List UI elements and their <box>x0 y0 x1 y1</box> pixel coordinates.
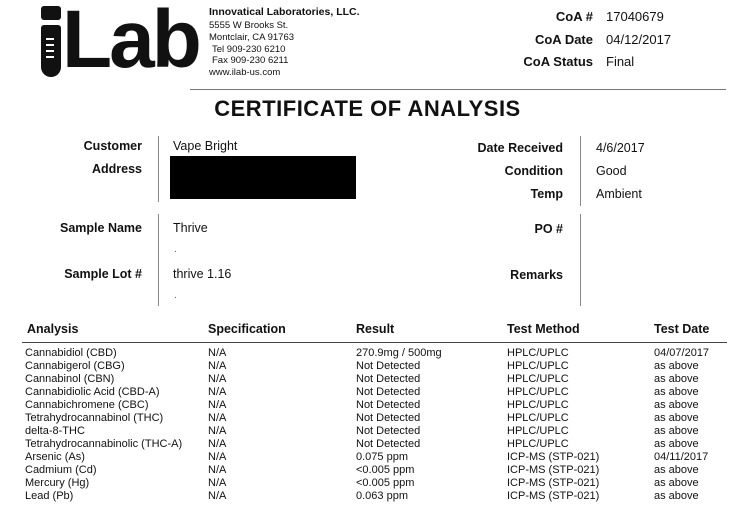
date-received-label: Date Received <box>477 141 563 155</box>
sample-divider <box>158 214 159 306</box>
cell-result: Not Detected <box>356 412 421 424</box>
cell-test-date: as above <box>654 425 699 437</box>
cell-specification: N/A <box>208 477 227 489</box>
cell-specification: N/A <box>208 425 227 437</box>
cell-test-date: as above <box>654 360 699 372</box>
cell-analysis: Cannabinol (CBN) <box>25 373 115 385</box>
cell-test-method: HPLC/UPLC <box>507 386 569 398</box>
cell-test-date: as above <box>654 373 699 385</box>
lab-city: Montclair, CA 91763 <box>209 32 295 43</box>
cell-test-date: as above <box>654 386 699 398</box>
cell-result: 0.063 ppm <box>356 490 408 502</box>
cell-specification: N/A <box>208 360 227 372</box>
col-header-test-method: Test Method <box>507 322 580 336</box>
col-header-analysis: Analysis <box>27 322 79 336</box>
cell-analysis: delta-8-THC <box>25 425 85 437</box>
remarks-divider <box>580 214 581 306</box>
lab-website: www.ilab-us.com <box>209 67 281 78</box>
table-row <box>25 347 725 360</box>
cell-analysis: Lead (Pb) <box>25 490 74 502</box>
cell-analysis: Arsenic (As) <box>25 451 85 463</box>
table-row <box>25 373 725 386</box>
cell-analysis: Cannabidiolic Acid (CBD-A) <box>25 386 160 398</box>
blank-line-marker: . <box>174 244 177 255</box>
sample-name-value: Thrive <box>173 221 208 235</box>
po-label: PO # <box>534 222 563 236</box>
temp-value: Ambient <box>596 187 642 201</box>
address-redaction <box>170 156 356 199</box>
lab-tel: Tel 909-230 6210 <box>212 44 286 55</box>
lab-street: 5555 W Brooks St. <box>209 20 289 31</box>
coa-status: Final <box>606 54 635 69</box>
cell-specification: N/A <box>208 373 227 385</box>
col-header-specification: Specification <box>208 322 286 336</box>
cell-specification: N/A <box>208 399 227 411</box>
cell-specification: N/A <box>208 464 227 476</box>
customer-divider <box>158 136 159 202</box>
coa-status-label: CoA Status <box>523 54 593 69</box>
condition-label: Condition <box>504 164 563 178</box>
sample-lot-label: Sample Lot # <box>64 267 142 281</box>
cell-test-date: as above <box>654 399 699 411</box>
cell-specification: N/A <box>208 347 227 359</box>
header-divider <box>190 89 726 90</box>
cell-test-method: ICP-MS (STP-021) <box>507 477 600 489</box>
table-header-rule <box>22 342 727 343</box>
cell-result: <0.005 ppm <box>356 477 415 489</box>
document-title: CERTIFICATE OF ANALYSIS <box>214 96 521 121</box>
logo-wordmark: Lab <box>62 0 199 85</box>
customer-label: Customer <box>83 139 142 153</box>
cell-result: Not Detected <box>356 399 421 411</box>
lab-fax: Fax 909-230 6211 <box>212 55 289 66</box>
logo-i-dot <box>41 6 61 20</box>
col-header-result: Result <box>356 322 395 336</box>
cell-test-date: as above <box>654 490 699 502</box>
cell-analysis: Cannabigerol (CBG) <box>25 360 125 372</box>
cell-test-method: HPLC/UPLC <box>507 347 569 359</box>
table-row <box>25 399 725 412</box>
cell-result: 270.9mg / 500mg <box>356 347 442 359</box>
cell-analysis: Cadmium (Cd) <box>25 464 97 476</box>
cell-result: Not Detected <box>356 386 421 398</box>
temp-label: Temp <box>530 187 563 201</box>
cell-test-date: as above <box>654 438 699 450</box>
cell-test-method: HPLC/UPLC <box>507 360 569 372</box>
cell-specification: N/A <box>208 490 227 502</box>
cell-analysis: Mercury (Hg) <box>25 477 90 489</box>
cell-test-method: ICP-MS (STP-021) <box>507 464 600 476</box>
cell-specification: N/A <box>208 386 227 398</box>
coa-number-label: CoA # <box>555 9 593 24</box>
cell-result: 0.075 ppm <box>356 451 408 463</box>
cell-analysis: Tetrahydrocannabinolic (THC-A) <box>25 438 183 450</box>
cell-test-date: as above <box>654 477 699 489</box>
cell-result: Not Detected <box>356 438 421 450</box>
cell-analysis: Cannabichromene (CBC) <box>25 399 149 411</box>
receipt-divider <box>580 136 581 206</box>
date-received-value: 4/6/2017 <box>596 141 645 155</box>
coa-date: 04/12/2017 <box>606 32 672 47</box>
cell-test-method: HPLC/UPLC <box>507 425 569 437</box>
table-row <box>25 360 725 373</box>
cell-test-date: as above <box>654 464 699 476</box>
cell-test-method: ICP-MS (STP-021) <box>507 451 600 463</box>
cell-result: Not Detected <box>356 373 421 385</box>
cell-test-date: 04/07/2017 <box>654 347 710 359</box>
cell-test-method: HPLC/UPLC <box>507 438 569 450</box>
cell-analysis: Cannabidiol (CBD) <box>25 347 117 359</box>
logo-tube-marks <box>46 38 56 66</box>
cell-result: <0.005 ppm <box>356 464 415 476</box>
coa-number: 17040679 <box>606 9 664 24</box>
cell-test-method: HPLC/UPLC <box>507 373 569 385</box>
remarks-label: Remarks <box>510 268 563 282</box>
table-row <box>25 451 725 464</box>
cell-specification: N/A <box>208 451 227 463</box>
cell-analysis: Tetrahydrocannabinol (THC) <box>25 412 164 424</box>
cell-result: Not Detected <box>356 360 421 372</box>
cell-test-date: as above <box>654 412 699 424</box>
coa-date-label: CoA Date <box>534 32 593 47</box>
cell-test-method: HPLC/UPLC <box>507 399 569 411</box>
cell-specification: N/A <box>208 412 227 424</box>
cell-test-method: HPLC/UPLC <box>507 412 569 424</box>
condition-value: Good <box>596 164 627 178</box>
cell-test-date: 04/11/2017 <box>654 451 709 463</box>
table-row <box>25 386 725 399</box>
address-label: Address <box>91 162 142 176</box>
table-row <box>25 412 725 425</box>
results-table-body <box>25 347 725 503</box>
sample-lot-value: thrive 1.16 <box>173 267 232 281</box>
table-row <box>25 490 725 503</box>
table-row <box>25 425 725 438</box>
cell-specification: N/A <box>208 438 227 450</box>
table-row <box>25 438 725 451</box>
lab-name: Innovatical Laboratories, LLC. <box>209 6 360 18</box>
customer-value: Vape Bright <box>173 139 238 153</box>
blank-line-marker: . <box>174 290 177 301</box>
table-row <box>25 464 725 477</box>
table-row <box>25 477 725 490</box>
col-header-test-date: Test Date <box>654 322 710 336</box>
sample-name-label: Sample Name <box>60 221 142 235</box>
cell-result: Not Detected <box>356 425 421 437</box>
cell-test-method: ICP-MS (STP-021) <box>507 490 600 502</box>
